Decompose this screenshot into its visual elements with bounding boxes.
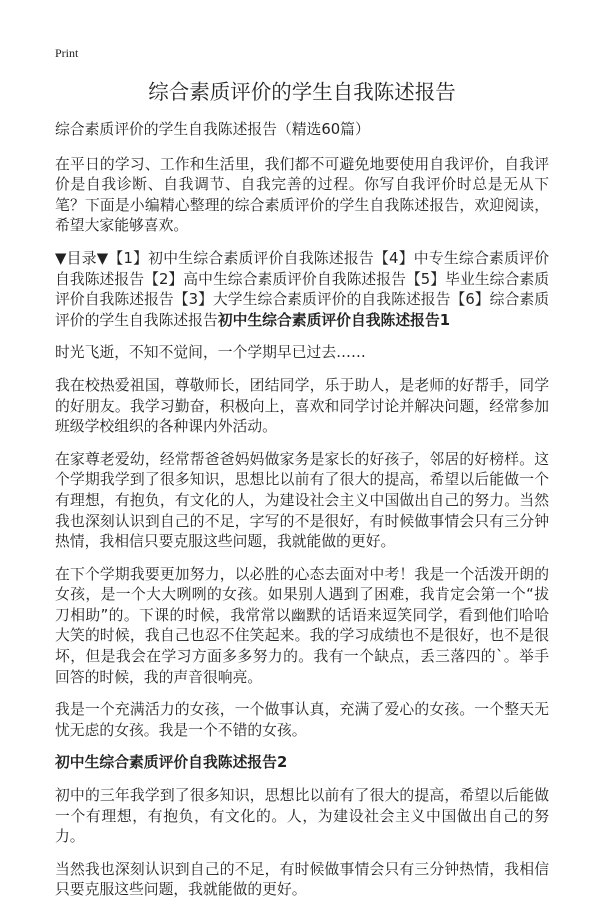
paragraph: 当然我也深刻认识到自己的不足，有时候做事情会只有三分钟热情，我相信只要克服这些问题，我就能做的更好。 [55,860,549,899]
paragraph: 在家尊老爱幼，经常帮爸爸妈妈做家务是家长的好孩子，邻居的好榜样。这个学期我学到了很多知识，思想比以前有了很大的提高，希望以后能做一个有理想，有抱负，有文化的人，为建设社会主义中国做出自己的努力。当然我也深刻认识到自己的不足，字写的不是很好，有时候做事情会只有三分钟热情，我相信只要克服这些问题，我就能做的更好。 [55,450,549,551]
paragraph: 在下个学期我要更加努力，以必胜的心态去面对中考！我是一个活泼开朗的女孩，是一个大大咧咧的女孩。如果别人遇到了困难，我肯定会第一个“拔刀相助”的。下课的时候，我常常以幽默的话语来逗笑同学，看到他们哈哈大笑的时候，我自己也忍不住笑起来。我的学习成绩也不是很好，也不是很坏，但是我会在学习方面多多努力的。我有一个缺点，丢三落四的`。举手回答的时候，我的声音很响亮。 [55,565,549,686]
toc-item[interactable]: 【6】综合素质评价的学生自我陈述报告 [55,291,549,329]
toc-label: ▼目录▼ [55,249,109,267]
page-title: 综合素质评价的学生自我陈述报告 [148,80,456,104]
document-body [55,120,549,913]
toc-item[interactable]: 【3】大学生综合素质评价的自我陈述报告 [173,291,451,309]
print-link[interactable]: Print [55,46,79,60]
toc-item[interactable]: 【2】高中生综合素质评价自我陈述报告 [144,270,406,288]
paragraph: 我是一个充满活力的女孩，一个做事认真，充满了爱心的女孩。一个整天无忧无虑的女孩。我是一个不错的女孩。 [55,701,549,739]
toc-item[interactable]: 【1】初中生综合素质评价自我陈述报告 [108,249,374,267]
subtitle: 综合素质评价的学生自我陈述报告（精选60篇） [55,121,370,138]
toc-item[interactable]: 【5】毕业生综合素质评价自我陈述报告 [55,270,549,309]
section-heading [55,753,549,774]
paragraph: 我在校热爱祖国，尊敬师长，团结同学，乐于助人，是老师的好帮手，同学的好朋友。我学习勤奋，积极向上，喜欢和同学讨论并解决问题，经常参加班级学校组织的各种课内外活动。 [55,376,549,436]
intro-paragraph: 在平日的学习、工作和生活里，我们都不可避免地要使用自我评价，自我评价是自我诊断、自我调节、自我完善的过程。你写自我评价时总是无从下笔？下面是小编精心整理的综合素质评价的学生自我陈述报告，欢迎阅读，希望大家能够喜欢。 [55,155,549,235]
table-of-contents [55,249,549,331]
paragraph: 时光飞逝，不知不觉间，一个学期早已过去…… [55,344,366,362]
section-heading-text: 初中生综合素质评价自我陈述报告2 [55,754,288,772]
toc-item[interactable]: 【4】中专生综合素质评价自我陈述报告 [55,249,549,288]
section-heading: 初中生综合素质评价自我陈述报告1 [217,311,451,329]
paragraph: 初中的三年我学到了很多知识，思想比以前有了很大的提高，希望以后能做一个有理想，有抱负，有文化的。人，为建设社会主义中国做出自己的努力。 [55,787,549,846]
